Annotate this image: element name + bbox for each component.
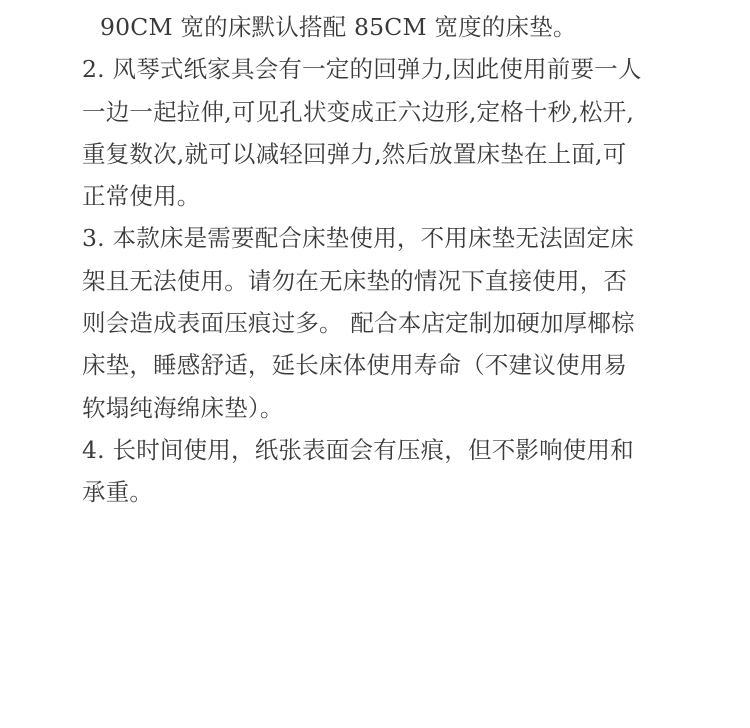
instructions-document bbox=[82, 6, 672, 514]
note-item-3 bbox=[82, 217, 672, 428]
text-line: 一边一起拉伸,可见孔状变成正六边形,定格十秒,松开, bbox=[82, 97, 635, 126]
text-line: 软塌纯海绵床垫）。 bbox=[82, 393, 284, 422]
text-line: 正常使用。 bbox=[82, 182, 201, 211]
text-line: 2. 风琴式纸家具会有一定的回弹力,因此使用前要一人 bbox=[82, 55, 642, 84]
text-line: 架且无法使用。请勿在无床垫的情况下直接使用，否 bbox=[82, 266, 628, 295]
text-line: 90CM 宽的床默认搭配 85CM 宽度的床垫。 bbox=[100, 13, 577, 41]
text-line: 则会造成表面压痕过多。 配合本店定制加硬加厚椰棕 bbox=[82, 309, 635, 338]
text-line: 重复数次,就可以减轻回弹力,然后放置床垫在上面,可 bbox=[82, 139, 627, 168]
note-continuation bbox=[82, 6, 672, 48]
text-line: 承重。 bbox=[82, 478, 154, 507]
text-line: 3. 本款床是需要配合床垫使用，不用床垫无法固定床 bbox=[82, 224, 634, 253]
text-line: 4. 长时间使用，纸张表面会有压痕，但不影响使用和 bbox=[82, 435, 634, 464]
note-item-4 bbox=[82, 429, 672, 514]
note-item-2 bbox=[82, 48, 672, 217]
text-line: 床垫，睡感舒适，延长床体使用寿命（不建议使用易 bbox=[82, 351, 628, 380]
